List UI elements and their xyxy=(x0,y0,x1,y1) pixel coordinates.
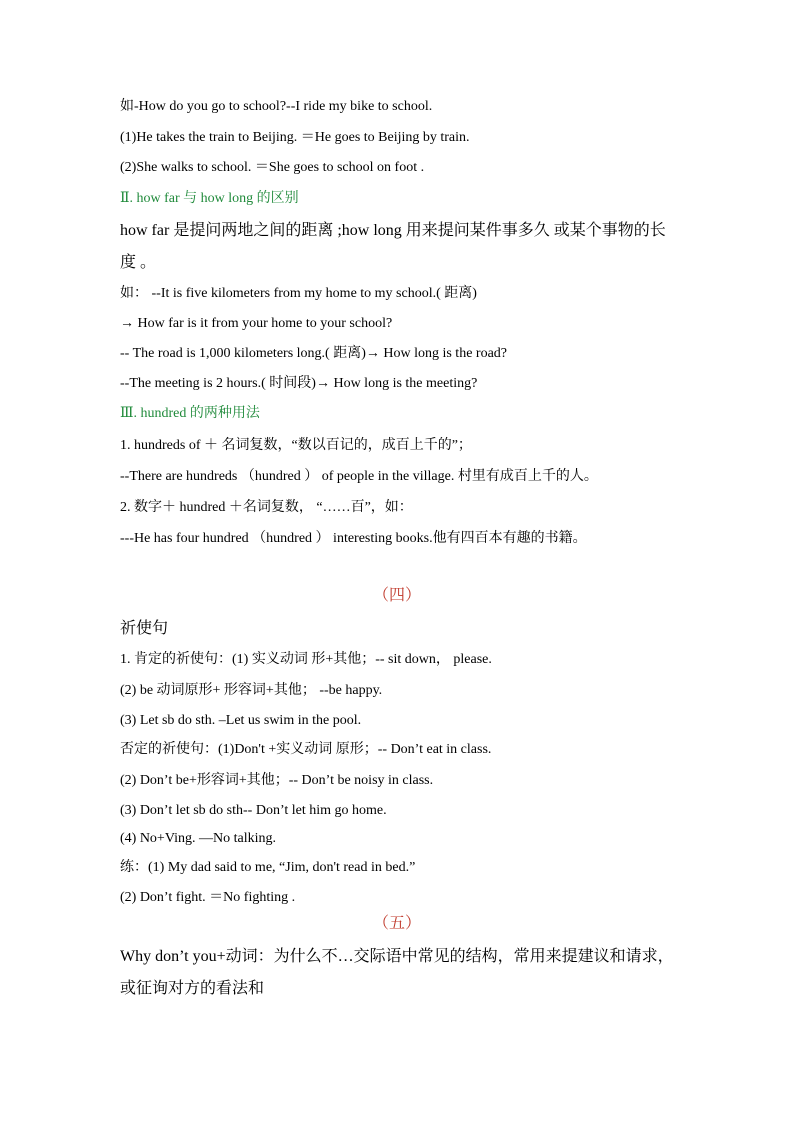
paragraph-why-dont-you-end: 或征询对方的看法和 xyxy=(120,980,265,997)
example-meeting-duration: --The meeting is 2 hours.( 时间段)→ How long is the meeting? xyxy=(120,376,478,391)
paragraph-why-dont-you: Why don’t you+动词：为什么不…交际语中常见的结构，常用来提建议和请求， xyxy=(120,948,674,965)
practice-2: (2) Don’t fight. ＝No fighting . xyxy=(120,890,296,905)
section-heading-hundred: Ⅲ. hundred 的两种用法 xyxy=(120,406,260,421)
section-number-four: （四） xyxy=(372,587,421,604)
hundred-usage-1: 1. hundreds of ＋ 名词复数，“数以百记的，成百上千的”； xyxy=(120,438,472,453)
imperative-negative-1: 否定的祈使句：(1)Don't +实义动词 原形；-- Don’t eat in class. xyxy=(120,742,492,757)
example-walk-school: (2)She walks to school. ＝She goes to school on foot . xyxy=(120,160,425,175)
example-how-far-question: → How far is it from your home to your school? xyxy=(120,316,393,331)
example-hundreds-people: --There are hundreds （hundred ） of people in the village. 村里有成百上千的人。 xyxy=(120,469,598,484)
imperative-positive-1: 1. 肯定的祈使句：(1) 实义动词 形+其他；-- sit down， please. xyxy=(120,652,492,667)
imperative-negative-2: (2) Don’t be+形容词+其他；-- Don’t be noisy in class. xyxy=(120,773,434,788)
section-number-five: （五） xyxy=(372,915,421,932)
imperative-negative-4: (4) No+Ving. —No talking. xyxy=(120,831,276,846)
example-train-beijing: (1)He takes the train to Beijing. ＝He goes to Beijing by train. xyxy=(120,130,470,145)
example-four-hundred-books: ---He has four hundred （hundred ） interesting books.他有四百本有趣的书籍。 xyxy=(120,531,587,546)
imperative-positive-3: (3) Let sb do sth. –Let us swim in the pool. xyxy=(120,713,362,728)
section-heading-how-far-how-long: Ⅱ. how far 与 how long 的区别 xyxy=(120,191,299,206)
example-five-kilometers: 如： --It is five kilometers from my home to my school.( 距离) xyxy=(120,286,477,301)
example-how-go-school: 如-How do you go to school?--I ride my bike to school. xyxy=(120,99,433,114)
paragraph-how-far-definition-end: 度 。 xyxy=(120,254,157,271)
paragraph-how-far-definition: how far 是提问两地之间的距离 ;how long 用来提问某件事多久 或某个事物的长 xyxy=(120,222,666,239)
hundred-usage-2: 2. 数字＋ hundred ＋名词复数， “……百”，如： xyxy=(120,500,413,515)
imperative-positive-2: (2) be 动词原形+ 形容词+其他； --be happy. xyxy=(120,683,383,698)
section-title-imperative: 祈使句 xyxy=(120,620,169,637)
imperative-negative-3: (3) Don’t let sb do sth-- Don’t let him go home. xyxy=(120,803,387,818)
practice-1: 练：(1) My dad said to me, “Jim, don't read in bed.” xyxy=(120,860,416,875)
example-road-length: -- The road is 1,000 kilometers long.( 距离)→ How long is the road? xyxy=(120,346,508,361)
